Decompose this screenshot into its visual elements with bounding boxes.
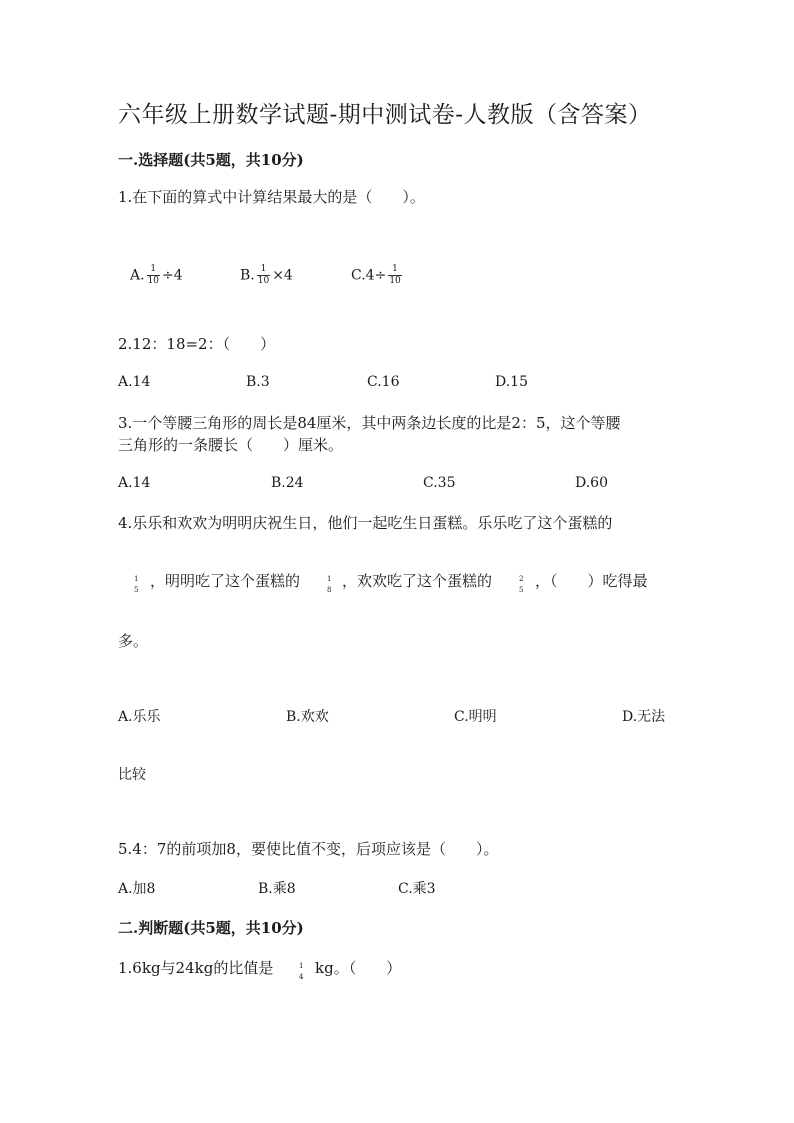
question-4-option-d: D.无法 [622,709,666,725]
question-4-line-1: 4.乐乐和欢欢为明明庆祝生日，他们一起吃生日蛋糕。乐乐吃了这个蛋糕的 [118,514,613,532]
question-1-option-c: C.4÷ $\frac{1}{10}$ [351,264,401,286]
question-5-text: 5.4：7的前项加8，要使比值不变，后项应该是（ ）。 [118,840,499,858]
question-1-option-b: B. $\frac{1}{10}$ ×4 [240,264,293,286]
question-3-option-c: C.35 [423,475,456,491]
question-3-line-1: 3.一个等腰三角形的周长是84厘米，其中两条边长度的比是2：5，这个等腰 [118,414,621,432]
question-3-option-a: A.14 [118,475,151,491]
judgement-1-fraction: 1 4 [299,961,304,981]
question-4-option-b: B.欢欢 [286,709,329,725]
question-5-option-c: C.乘3 [398,881,436,897]
question-4-fraction-1: 1 5 [134,574,139,594]
question-1-option-a: A. $\frac{1}{10}$ ÷4 [130,264,183,286]
question-4-fraction-2: 1 8 [327,574,332,594]
fraction: $\frac{1}{10}$ [257,264,270,286]
question-5-option-b: B.乘8 [258,881,296,897]
question-4-option-c: C.明明 [454,709,497,725]
question-1-text: 1.在下面的算式中计算结果最大的是（ ）。 [118,188,425,206]
question-4-line-3: 多。 [118,632,149,650]
fraction: $\frac{1}{10}$ [389,264,401,286]
fraction: $\frac{1}{10}$ [147,264,160,286]
judgement-1-suffix: kg。（ ） [315,959,402,977]
question-4-segment-1: ，明明吃了这个蛋糕的 [150,572,301,590]
question-4-option-a: A.乐乐 [118,709,161,725]
question-4-segment-3: ，（ ）吃得最 [535,572,648,590]
question-2-option-b: B.3 [246,374,270,390]
section-heading-judgement: 二.判断题(共5题，共10分) [118,919,304,937]
question-4-fraction-3: 2 5 [519,574,524,594]
section-heading-choice: 一.选择题(共5题，共10分) [118,151,304,169]
question-4-segment-2: ，欢欢吃了这个蛋糕的 [342,572,493,590]
question-3-option-b: B.24 [271,475,304,491]
judgement-1-prefix: 1.6kg与24kg的比值是 [118,959,274,977]
page-title: 六年级上册数学试题-期中测试卷-人教版（含答案） [118,102,652,128]
question-2-option-d: D.15 [495,374,528,390]
question-2-option-c: C.16 [367,374,400,390]
question-3-option-d: D.60 [575,475,608,491]
question-4-option-d-continued: 比较 [118,767,146,783]
question-3-line-2: 三角形的一条腰长（ ）厘米。 [118,436,344,454]
question-2-option-a: A.14 [118,374,151,390]
question-2-text: 2.12：18=2：（ ） [118,335,276,353]
question-5-option-a: A.加8 [118,881,156,897]
